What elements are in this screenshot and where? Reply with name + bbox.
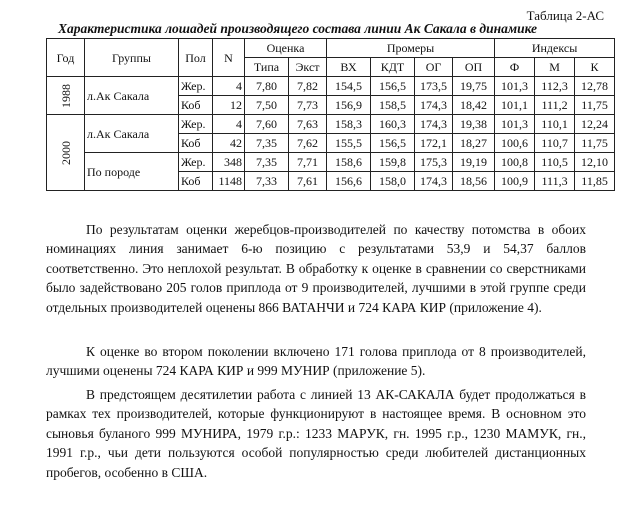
k-cell: 12,24	[575, 115, 615, 134]
ext-cell: 7,73	[289, 96, 327, 115]
header-k: К	[575, 58, 615, 77]
group-cell: По породе	[85, 153, 179, 191]
og-cell: 175,3	[415, 153, 453, 172]
n-cell: 42	[213, 134, 245, 153]
header-sex: Пол	[179, 39, 213, 77]
k-cell: 12,78	[575, 77, 615, 96]
kdt-cell: 159,8	[371, 153, 415, 172]
header-score: Оценка	[245, 39, 327, 58]
f-cell: 100,8	[495, 153, 535, 172]
og-cell: 174,3	[415, 172, 453, 191]
f-cell: 101,3	[495, 115, 535, 134]
header-row-1	[47, 39, 615, 58]
op-cell: 19,75	[453, 77, 495, 96]
header-vh: ВХ	[327, 58, 371, 77]
paragraph-2-text: К оценке во втором поколении включено 171 голова приплода от 8 производителей, лучшими оценены 724 КАРА КИР и 999 МУНИР (приложение 5).	[46, 344, 586, 379]
n-cell: 348	[213, 153, 245, 172]
op-cell: 18,27	[453, 134, 495, 153]
m-cell: 111,2	[535, 96, 575, 115]
type-cell: 7,33	[245, 172, 289, 191]
k-cell: 11,85	[575, 172, 615, 191]
vh-cell: 158,3	[327, 115, 371, 134]
header-kdt: КДТ	[371, 58, 415, 77]
n-cell: 1148	[213, 172, 245, 191]
n-cell: 4	[213, 77, 245, 96]
og-cell: 174,3	[415, 96, 453, 115]
n-cell: 12	[213, 96, 245, 115]
header-f: Ф	[495, 58, 535, 77]
table-number-label: Таблица 2-АС	[526, 8, 604, 23]
n-cell: 4	[213, 115, 245, 134]
header-measures: Промеры	[327, 39, 495, 58]
paragraph-1-text: По результатам оценки жеребцов-производителей по качеству потомства в обоих номинациях линия занимает 6-ю позицию с результатами 53,9 и 54,37 баллов соответственно. Это неплохой результат. В обработку к оценке в сравнении со сверстниками было задействовано 205 голов приплода от 9 производителей, лучшими в этой группе среди отдельных производителей оценены 866 ВАТАНЧИ и 724 КАРА КИР (приложение 4).	[46, 222, 586, 315]
m-cell: 112,3	[535, 77, 575, 96]
sex-cell: Жер.	[179, 115, 213, 134]
op-cell: 18,56	[453, 172, 495, 191]
og-cell: 174,3	[415, 115, 453, 134]
og-cell: 173,5	[415, 77, 453, 96]
header-m: М	[535, 58, 575, 77]
table-caption: Характеристика лошадей производящего состава линии Ак Сакала в динамике	[58, 21, 538, 36]
op-cell: 18,42	[453, 96, 495, 115]
paragraph-3	[46, 385, 586, 482]
header-op: ОП	[453, 58, 495, 77]
type-cell: 7,35	[245, 153, 289, 172]
m-cell: 111,3	[535, 172, 575, 191]
header-type: Типа	[245, 58, 289, 77]
year-cell: 1988	[47, 77, 85, 115]
kdt-cell: 160,3	[371, 115, 415, 134]
kdt-cell: 158,0	[371, 172, 415, 191]
horse-stats-table	[46, 38, 615, 191]
kdt-cell: 156,5	[371, 134, 415, 153]
ext-cell: 7,63	[289, 115, 327, 134]
f-cell: 101,3	[495, 77, 535, 96]
type-cell: 7,60	[245, 115, 289, 134]
m-cell: 110,5	[535, 153, 575, 172]
sex-cell: Коб	[179, 172, 213, 191]
type-cell: 7,35	[245, 134, 289, 153]
ext-cell: 7,71	[289, 153, 327, 172]
k-cell: 11,75	[575, 134, 615, 153]
f-cell: 101,1	[495, 96, 535, 115]
og-cell: 172,1	[415, 134, 453, 153]
f-cell: 100,6	[495, 134, 535, 153]
vh-cell: 155,5	[327, 134, 371, 153]
op-cell: 19,38	[453, 115, 495, 134]
ext-cell: 7,82	[289, 77, 327, 96]
header-year: Год	[47, 39, 85, 77]
kdt-cell: 158,5	[371, 96, 415, 115]
header-n: N	[213, 39, 245, 77]
header-ext: Экст	[289, 58, 327, 77]
paragraph-3-text: В предстоящем десятилетии работа с линией 13 АК-САКАЛА будет продолжаться в рамках тех производителей, которые функционируют в настоящее время. В основном это сыновья буланого 999 МУНИРА, 1979 г.р.: 1233 МАРУК, гн. 1995 г.р., 1230 МАМУК, гн., 1991 г.р., чьи дети пользуются особой популярностью среди любителей дистанционных пробегов, особенно в США.	[46, 387, 586, 480]
vh-cell: 158,6	[327, 153, 371, 172]
group-cell: л.Ак Сакала	[85, 77, 179, 115]
sex-cell: Жер.	[179, 153, 213, 172]
sex-cell: Коб	[179, 96, 213, 115]
k-cell: 12,10	[575, 153, 615, 172]
paragraph-2	[46, 342, 586, 381]
m-cell: 110,1	[535, 115, 575, 134]
k-cell: 11,75	[575, 96, 615, 115]
year-cell: 2000	[47, 115, 85, 191]
ext-cell: 7,61	[289, 172, 327, 191]
f-cell: 100,9	[495, 172, 535, 191]
type-cell: 7,50	[245, 96, 289, 115]
table-row	[47, 115, 615, 134]
group-cell: л.Ак Сакала	[85, 115, 179, 153]
header-indices: Индексы	[495, 39, 615, 58]
vh-cell: 156,9	[327, 96, 371, 115]
paragraph-1	[46, 220, 586, 317]
sex-cell: Коб	[179, 134, 213, 153]
ext-cell: 7,62	[289, 134, 327, 153]
header-og: ОГ	[415, 58, 453, 77]
table-row	[47, 153, 615, 172]
kdt-cell: 156,5	[371, 77, 415, 96]
vh-cell: 154,5	[327, 77, 371, 96]
type-cell: 7,80	[245, 77, 289, 96]
vh-cell: 156,6	[327, 172, 371, 191]
table-row	[47, 77, 615, 96]
m-cell: 110,7	[535, 134, 575, 153]
sex-cell: Жер.	[179, 77, 213, 96]
op-cell: 19,19	[453, 153, 495, 172]
header-groups: Группы	[85, 39, 179, 77]
